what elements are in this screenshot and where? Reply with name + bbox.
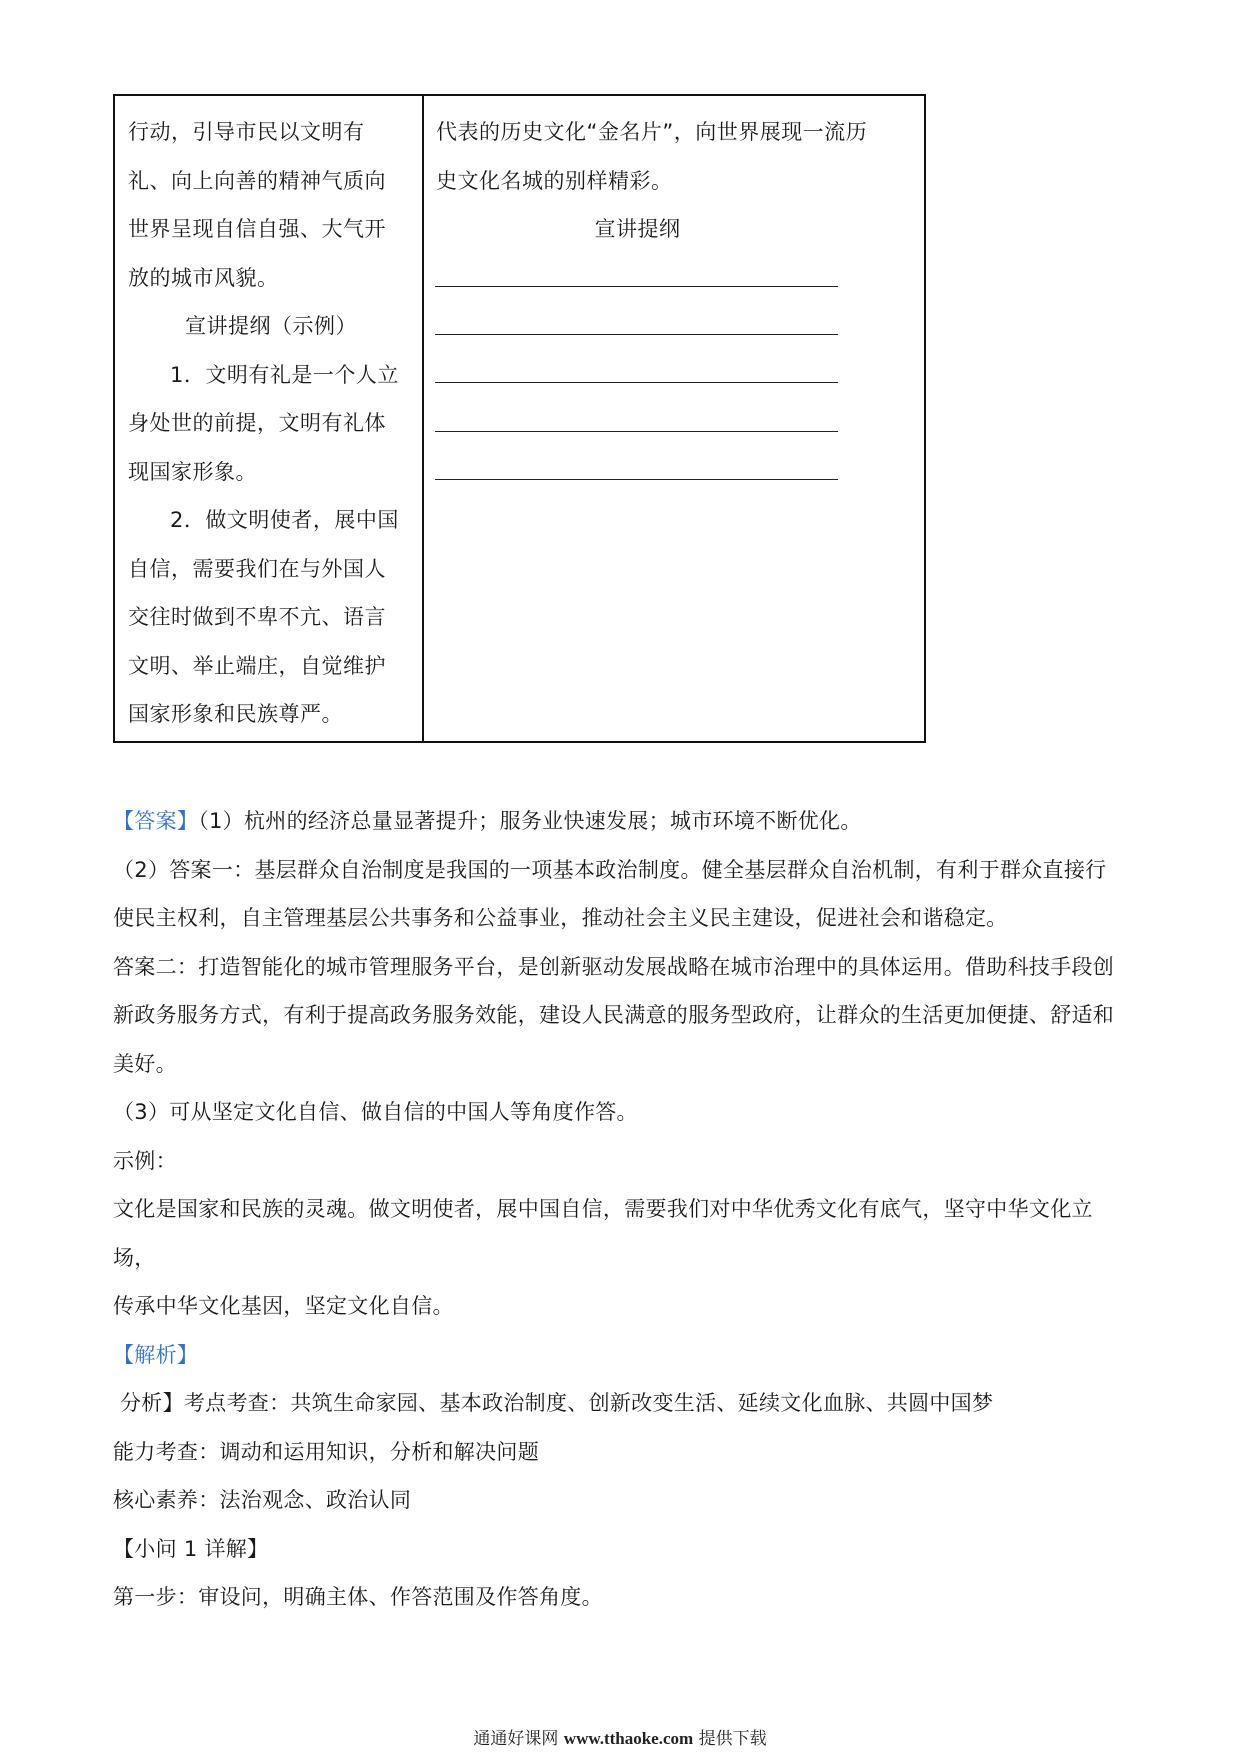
right-text-line: 代表的历史文化“金名片”，向世界展现一流历: [436, 120, 868, 144]
table-left-cell: [128, 108, 414, 739]
footer-site-name: 通通好课网: [473, 1729, 559, 1749]
right-outline-heading: 宣讲提纲: [594, 217, 681, 241]
analysis-text: 能力考查：调动和运用知识，分析和解决问题: [113, 1439, 539, 1464]
table-right-cell: [436, 108, 916, 254]
left-item-line: 2．做文明使者，展中国: [170, 508, 399, 532]
answer-q1: 【答案】（1）杭州的经济总量显著提升；服务业快速发展；城市环境不断优化。: [113, 809, 862, 833]
analysis-text: 分析】考点考查：共筑生命家园、基本政治制度、创新改变生活、延续文化血脉、共圆中国梦: [113, 1391, 994, 1415]
left-item-line: 国家形象和民族尊严。: [128, 702, 343, 726]
analysis-label: 【解析】: [113, 1342, 199, 1367]
example-label: 示例：: [113, 1148, 177, 1173]
left-item-line: 文明、举止端庄，自觉维护: [128, 653, 386, 678]
left-item-line: 1．文明有礼是一个人立: [170, 362, 399, 387]
answer-q2: 新政务服务方式，有利于提高政务服务效能，建设人民满意的服务型政府，让群众的生活更加便捷、舒适和: [113, 1003, 1115, 1027]
example-text: 传承中华文化基因，坚定文化自信。: [113, 1294, 454, 1318]
left-text-line: 礼、向上向善的精神气质向: [128, 168, 386, 193]
answer-q2: （2）答案一：基层群众自治制度是我国的一项基本政治制度。健全基层群众自治机制，有利于群众直接行: [113, 857, 1107, 882]
left-item-line: 身处世的前提，文明有礼体: [128, 411, 386, 435]
answer-blank-line: [435, 334, 838, 335]
answer-label: 【答案】: [113, 809, 199, 833]
footer-suffix: 提供下载: [698, 1729, 767, 1749]
analysis-step: 第一步：审设问，明确主体、作答范围及作答角度。: [113, 1585, 603, 1609]
page-footer: [0, 1724, 1240, 1749]
left-outline-heading: 宣讲提纲（示例）: [185, 314, 357, 338]
example-text: 文化是国家和民族的灵魂。做文明使者，展中国自信，需要我们对中华优秀文化有底气，坚守中华文化立场，: [113, 1197, 1093, 1270]
answer-q2: 答案二：打造智能化的城市管理服务平台，是创新驱动发展战略在城市治理中的具体运用。借助科技手段创: [113, 954, 1115, 979]
left-item-line: 现国家形象。: [128, 459, 257, 484]
left-item-line: 交往时做到不卑不亢、语言: [128, 605, 386, 629]
answer-blank-line: [435, 286, 838, 287]
answer-q3: （3）可从坚定文化自信、做自信的中国人等角度作答。: [113, 1100, 638, 1124]
left-text-line: 世界呈现自信自强、大气开: [128, 217, 386, 241]
analysis-text: 核心素养：法治观念、政治认同: [113, 1488, 412, 1512]
sub-question-heading: 【小问 1 详解】: [113, 1536, 269, 1561]
footer-url[interactable]: www.tthaoke.com: [563, 1729, 694, 1748]
answer-q2: 美好。: [113, 1051, 177, 1076]
answer-blank-line: [435, 479, 838, 480]
left-item-line: 自信，需要我们在与外国人: [128, 556, 386, 581]
left-text-line: 放的城市风貌。: [128, 265, 279, 290]
question-table: [113, 94, 926, 743]
answer-section: [113, 797, 1123, 1622]
left-text-line: 行动，引导市民以文明有: [128, 120, 365, 144]
right-text-line: 史文化名城的别样精彩。: [436, 168, 673, 193]
answer-blank-line: [435, 382, 838, 383]
answer-q2: 使民主权利，自主管理基层公共事务和公益事业，推动社会主义民主建设，促进社会和谐稳定。: [113, 906, 1008, 930]
answer-blank-line: [435, 431, 838, 432]
table-divider: [422, 96, 424, 741]
